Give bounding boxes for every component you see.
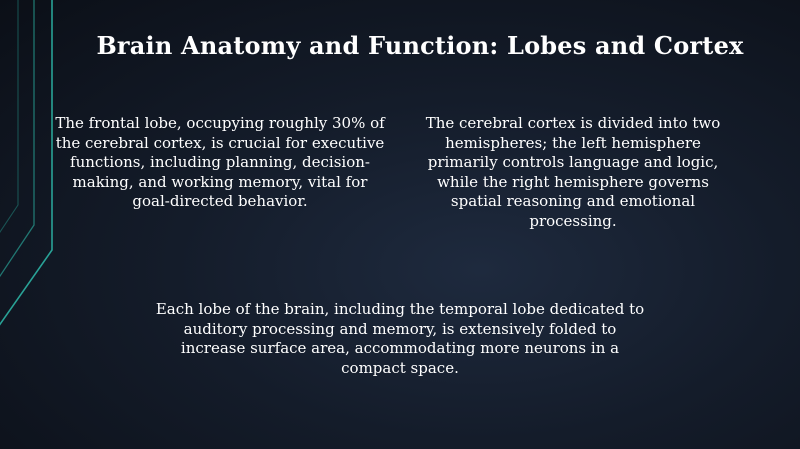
hemispheres-paragraph: The cerebral cortex is divided into two hemispheres; the left hemisphere primarily controls language and logic, while the right hemisphere governs spatial reasoning and emotional processing. [425,114,721,230]
frontal-lobe-paragraph: The frontal lobe, occupying roughly 30% of the cerebral cortex, is crucial for executive functions, including planning, decision-making, and working memory, vital for goal-directed behavior. [55,114,385,210]
accent-line-outer [0,0,52,330]
accent-line-middle [0,0,34,282]
decorative-circuit-lines [0,0,80,449]
slide-title: Brain Anatomy and Function: Lobes and Cortex [96,31,744,60]
temporal-lobe-paragraph: Each lobe of the brain, including the temporal lobe dedicated to auditory processing and memory, is extensively folded to increase surface area, accommodating more neurons in a compact space. [155,300,645,377]
accent-line-inner [0,0,18,238]
